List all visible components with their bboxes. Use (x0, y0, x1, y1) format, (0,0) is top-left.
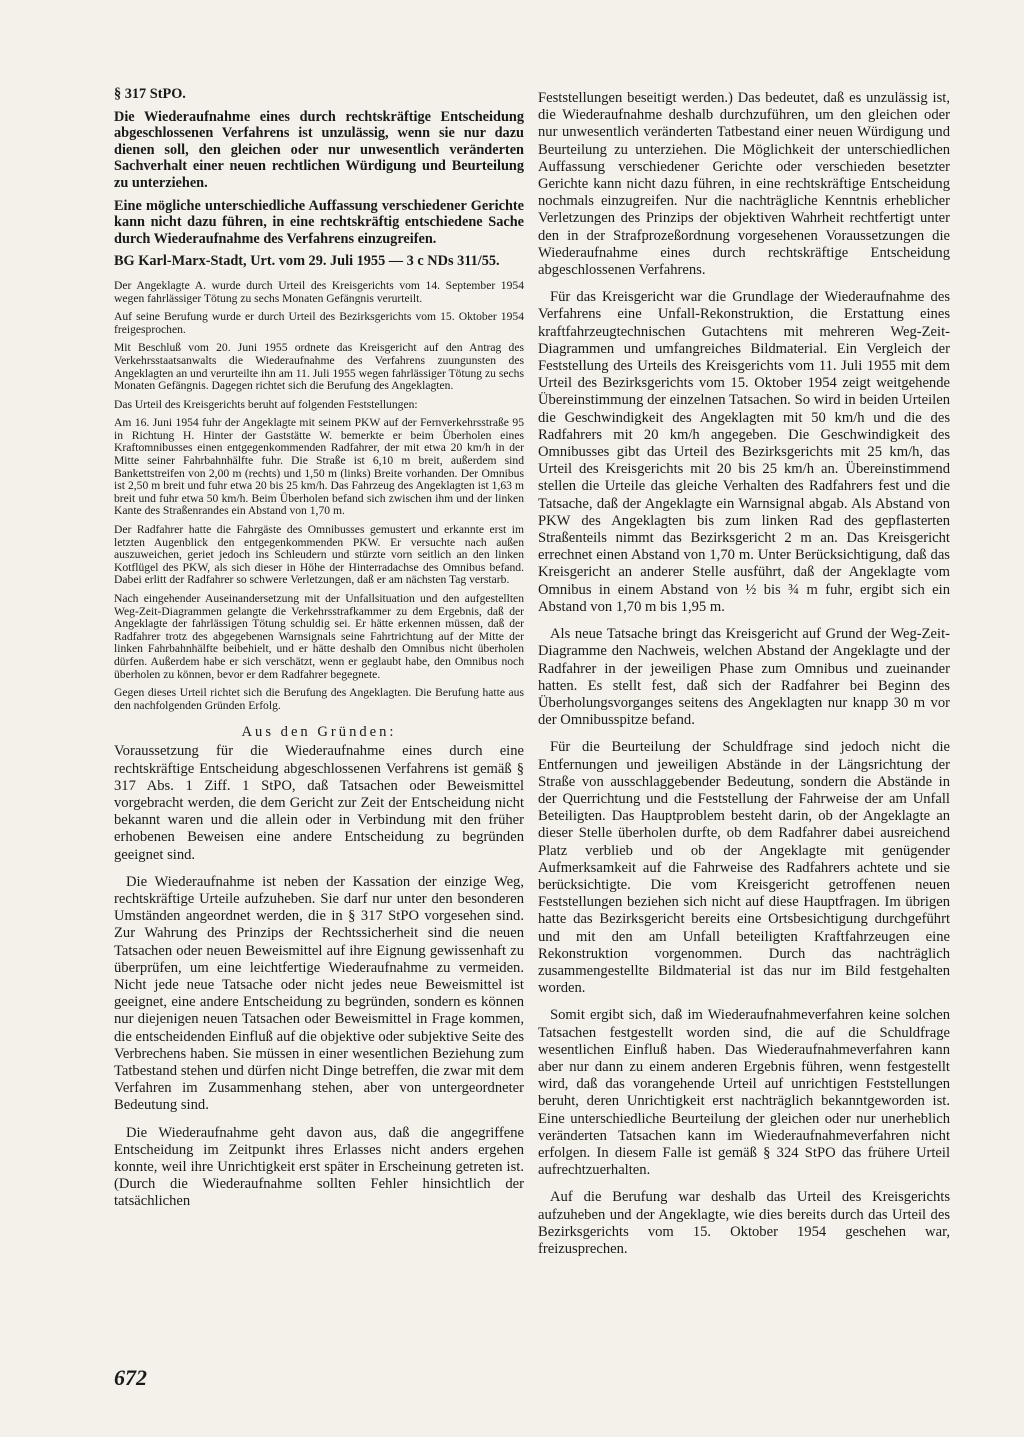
reasons-paragraph: Die Wiederaufnahme ist neben der Kassation der einzige Weg, rechtskräftige Urteile aufzuheben. Sie darf nur unter den besonderen Umständen angeordnet werden, die in § 317 StPO vorgesehen sind. Zur Wahrung des Prinzips der Rechtssicherheit sind die neuen Tatsachen oder neuen Beweismittel auf ihre Eignung gewissenhaft zu überprüfen, um eine leichtfertige Wiederaufnahme zu vermeiden. Nicht jede neue Tatsache oder nicht jedes neue Beweismittel ist geeignet, eine andere Entscheidung zu begründen, sondern es können nur diejenigen neuen Tatsachen oder Beweismittel in Frage kommen, die entscheidenden Einfluß auf die objektive oder subjektive Seite des Verbrechens haben. Sie müssen in einer wesentlichen Beziehung zum Tatbestand stehen und dürfen nicht Dinge betreffen, die zwar mit dem Verfahren im Zusammenhang stehen, aber von untergeordneter Bedeutung sind. (114, 873, 524, 1114)
reasons-paragraph: Als neue Tatsache bringt das Kreisgericht auf Grund der Weg-Zeit-Diagramme den Nachweis, welchen Abstand der Angeklagte und der Radfahrer in der jeweiligen Phase zum Omnibus und zueinander hatten. Es stellt fest, daß sich der Radfahrer bei Beginn des Überholungsvorganges seitens des Angeklagten nur knapp 30 m vor der Omnibusspitze befand. (538, 626, 950, 729)
reasons-paragraph: Die Wiederaufnahme geht davon aus, daß die angegriffene Entscheidung im Zeitpunkt ihres Erlasses nicht anders ergehen konnte, weil ihre Unrichtigkeit erst später in Erscheinung getreten ist. (Durch die Wiederaufnahme sollten Fehler hinsichtlich der tatsächlichen (114, 1124, 524, 1210)
facts-paragraph: Am 16. Juni 1954 fuhr der Angeklagte mit seinem PKW auf der Fernverkehrsstraße 95 in Richtung H. Hinter der Gaststätte W. bemerkte er beim Überholen eines Kraftomnibusses einen entgegenkommenden Radfahrer, der mit etwa 20 km/h in der Mitte seiner Fahrbahnhälfte fuhr. Die Straße ist 6,10 m breit, außerdem sind Bankettstreifen von 2,00 m (rechts) und 1,50 m (links) Breite vorhanden. Der Omnibus ist 2,50 m breit und fuhr etwa 20 bis 25 km/h. Das Fahrzeug des Angeklagten ist 1,63 m breit und fuhr etwa 50 km/h. Beim Überholen befand sich zwischen ihm und der linken Kante des Straßenrandes ein Abstand von 1,70 m. (114, 416, 524, 518)
facts-paragraph: Mit Beschluß vom 20. Juni 1955 ordnete das Kreisgericht auf den Antrag des Verkehrsstaatsanwalts die Wiederaufnahme des Verfahrens zuungunsten des Angeklagten an und verurteilte ihn am 11. Juli 1955 wegen fahrlässiger Tötung zu sechs Monaten Gefängnis. Dagegen richtet sich die Berufung des Angeklagten. (114, 341, 524, 393)
reasons-paragraph: Somit ergibt sich, daß im Wiederaufnahmeverfahren keine solchen Tatsachen festgestellt worden sind, die auf die Schuldfrage wesentlichen Einfluß haben. Das Wiederaufnahmeverfahren kann aber nur dann zu einem anderen Ergebnis führen, wenn festgestellt wird, daß das vorangehende Urteil auf unrichtigen Feststellungen beruht, deren Unrichtigkeit erst nachträglich bekanntgeworden ist. Eine unterschiedliche Beurteilung der gleichen oder nur unerheblich veränderten Tatsachen kann im Wiederaufnahmeverfahren nicht erfolgen. In diesem Falle ist gemäß § 324 StPO das frühere Urteil aufrechtzuerhalten. (538, 1007, 950, 1179)
facts-paragraph: Der Radfahrer hatte die Fahrgäste des Omnibusses gemustert und erkannte erst im letzten Augenblick den entgegenkommenden PKW. Er versuchte nach außen auszuweichen, geriet jedoch ins Schleudern und stürzte vorn seitlich an den linken Kotflügel des PKW, als sich dieser in Höhe der Hinterradachse des Omnibus befand. Dabei erlitt der Radfahrer so schwere Verletzungen, daß er am nächsten Tag verstarb. (114, 523, 524, 587)
continuation-paragraph: Feststellungen beseitigt werden.) Das bedeutet, daß es unzulässig ist, die Wiederaufnahme deshalb durchzuführen, um den gleichen oder nur unwesentlich veränderten Tatbestand einer neuen Würdigung und Beurteilung zu unterziehen. Die Möglichkeit der unterschiedlichen Auffassung verschiedener Gerichte oder verschieden besetzter Gerichte kann nicht dazu führen, in eine rechtskräftige Entscheidung nochmals einzugreifen. Nur die nachträgliche Kenntnis erheblicher Verletzungen des Prinzips der objektiven Wahrheit rechtfertigt unter den in der Strafprozeßordnung vorgesehenen Voraussetzungen die Wiederaufnahme eines durch rechtskräftige Entscheidung abgeschlossenen Verfahrens. (538, 90, 950, 279)
reasons-paragraph: Voraussetzung für die Wiederaufnahme eines durch eine rechtskräftige Entscheidung abgeschlossenen Verfahrens ist gemäß § 317 Abs. 1 Ziff. 1 StPO, daß Tatsachen oder Beweismittel vorgebracht werden, die dem Gericht zur Zeit der Entscheidung nicht bekannt waren und die allein oder in Verbindung mit den früher erhobenen Beweisen eine andere Entscheidung zu begründen geeignet sind. (114, 743, 524, 863)
left-column (114, 86, 524, 1211)
facts-paragraph: Der Angeklagte A. wurde durch Urteil des Kreisgerichts vom 14. September 1954 wegen fahrlässiger Tötung zu sechs Monaten Gefängnis verurteilt. (114, 278, 524, 305)
facts-paragraph: Nach eingehender Auseinandersetzung mit der Unfallsituation und den aufgestellten Weg-Zeit-Diagrammen gelangte die Verkehrsstrafkammer zu dem Ergebnis, daß der Angeklagte der fahrlässigen Tötung schuldig sei. Er hätte erkennen müssen, daß der Radfahrer trotz des abgegebenen Warnsignals seine Fahrtrichtung auf der Mitte der linken Fahrbahnhälfte beibehielt, und er hätte deshalb den Omnibus nicht überholen dürfen. Außerdem habe er sich verschätzt, wenn er geglaubt habe, den Omnibus noch überholen zu können, bevor er dem Radfahrer begegnete. (114, 592, 524, 681)
reasons-paragraph: Für die Beurteilung der Schuldfrage sind jedoch nicht die Entfernungen und jeweiligen Abstände in der Längsrichtung der Straße von ausschlaggebender Bedeutung, sondern die Abstände in der Querrichtung und die Feststellung der Fahrweise der am Unfall Beteiligten. Das Hauptproblem besteht darin, ob der Angeklagte an dieser Stelle überholen durfte, ob dem Radfahrer dabei ausreichend Platz verblieb und ob der Angeklagte mit genügender Aufmerksamkeit auf die Fahrweise des Radfahrers achtete und sie berücksichtigte. Die vom Kreisgericht getroffenen neuen Feststellungen beziehen sich nicht auf diese Hauptfragen. Im übrigen hatte das Bezirksgericht bereits eine Ortsbesichtigung durchgeführt und mit den am Unfall beteiligten Kraftfahrzeugen eine Rekonstruktion vorgenommen. Durch das nachträglich zusammengestellte Bildmaterial ist das nur im Bild festgehalten worden. (538, 739, 950, 997)
guiding-principle-2: Eine mögliche unterschiedliche Auffassung verschiedener Gerichte kann nicht dazu führen, in eine rechtskräftig entschiedene Sache durch Wiederaufnahme des Verfahrens einzugreifen. (114, 197, 524, 247)
statute-heading: § 317 StPO. (114, 86, 186, 102)
guiding-principle-1: Die Wiederaufnahme eines durch rechtskräftige Entscheidung abgeschlossenen Verfahrens ist unzulässig, wenn sie nur dazu dienen soll, den gleichen oder nur unwesentlich veränderten Sachverhalt einer neuen rechtlichen Würdigung und Beurteilung zu unterziehen. (114, 108, 524, 191)
reasons-paragraph: Auf die Berufung war deshalb das Urteil des Kreisgerichts aufzuheben und der Angeklagte, wie dies bereits durch das Urteil des Bezirksgerichts vom 15. Oktober 1954 geschehen war, freizusprechen. (538, 1189, 950, 1257)
reasons-paragraph: Für das Kreisgericht war die Grundlage der Wiederaufnahme des Verfahrens eine Unfall-Rekonstruktion, die Erstattung eines kraftfahrzeugtechnischen Gutachtens mit mehreren Weg-Zeit-Diagrammen und umfangreiches Bildmaterial. Ein Vergleich der Feststellung des Urteils des Kreisgerichts vom 11. Juli 1955 mit dem Urteil des Bezirksgerichts vom 15. Oktober 1954 zeigt weitgehende Übereinstimmung der einzelnen Tatsachen. So wird in beiden Urteilen die Geschwindigkeit des Angeklagten mit 50 km/h und die des Radfahrers mit 20 km/h angegeben. Die Geschwindigkeit des Omnibusses gibt das Urteil des Bezirksgerichts mit 25 km/h, das Urteil des Kreisgerichts mit 20 bis 25 km/h an. Übereinstimmend stellen die Urteile das gleiche Verhalten des Radfahrers fest und die Tatsache, daß der Angeklagte ein Warnsignal abgab. Als Abstand von PKW des Angeklagten bis zum linken Rad des gepflasterten Straßenteils nimmt das Bezirksgericht 2 m an. Das Kreisgericht errechnet einen Abstand von 1,70 m. Unter Berücksichtigung, daß das Kreisgericht an anderer Stelle ausführt, daß der Angeklagte vom Omnibus in einem Abstand von ½ bis ¾ m fuhr, ergibt sich ein Abstand von 1,70 m bis 1,95 m. (538, 289, 950, 615)
facts-paragraph: Auf seine Berufung wurde er durch Urteil des Bezirksgerichts vom 15. Oktober 1954 freigesprochen. (114, 310, 524, 336)
right-column (538, 90, 950, 1258)
facts-paragraph: Gegen dieses Urteil richtet sich die Berufung des Angeklagten. Die Berufung hatte aus den nachfolgenden Gründen Erfolg. (114, 686, 524, 712)
case-citation: BG Karl-Marx-Stadt, Urt. vom 29. Juli 1955 — 3 c NDs 311/55. (114, 253, 500, 270)
section-title: Aus den Gründen: (241, 724, 397, 741)
page-number: 672 (114, 1365, 147, 1390)
facts-paragraph: Das Urteil des Kreisgerichts beruht auf folgenden Feststellungen: (114, 397, 418, 411)
